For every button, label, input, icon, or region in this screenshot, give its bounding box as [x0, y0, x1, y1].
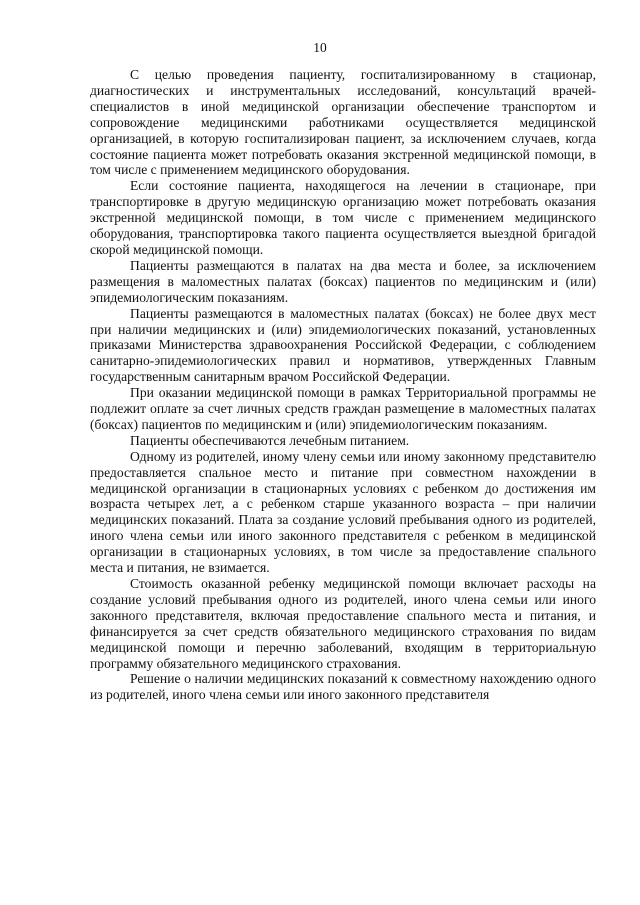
paragraph-1: С целью проведения пациенту, госпитализированному в стационар, диагностических и инструментальных исследований, консультаций врачей-специалистов в иной медицинской организации обеспечение транспортом и сопровождение медицинскими работниками осуществляется медицинской организацией, в которую госпитализирован пациент, за исключением случаев, когда состояние пациента может потребовать оказания экстренной медицинской помощи, в том числе с применением медицинского оборудования. [90, 67, 596, 178]
paragraph-2: Если состояние пациента, находящегося на лечении в стационаре, при транспортировке в другую медицинскую организацию может потребовать оказания экстренной медицинской помощи, в том числе с применением медицинского оборудования, транспортировка такого пациента осуществляется выездной бригадой скорой медицинской помощи. [90, 178, 596, 257]
paragraph-3: Пациенты размещаются в палатах на два места и более, за исключением размещения в маломестных палатах (боксах) пациентов по медицинским и (или) эпидемиологическим показаниям. [90, 257, 596, 305]
paragraph-6: Пациенты обеспечиваются лечебным питанием. [130, 432, 410, 448]
paragraph-5: При оказании медицинской помощи в рамках Территориальной программы не подлежит оплате за счет личных средств граждан размещение в маломестных палатах (боксах) пациентов по медицинским и (или) эпидемиологическим показаниям. [90, 385, 596, 432]
paragraph-7: Одному из родителей, иному члену семьи или иному законному представителю предоставляется спальное место и питание при совместном нахождении в медицинской организации в стационарных условиях с ребенком до достижения им возраста четырех лет, а с ребенком старше указанного возраста – при наличии медицинских показаний. Плата за создание условий пребывания одного из родителей, иного члена семьи или иного законного представителя с ребенком в медицинской организации в стационарных условиях, в том числе за предоставление спального места и питания, не взимается. [90, 448, 596, 576]
paragraph-8: Стоимость оказанной ребенку медицинской помощи включает расходы на создание условий пребывания одного из родителей, иного члена семьи или иного законного представителя, включая предоставление спального места и питания, и финансируется за счет средств обязательного медицинского страхования по видам медицинской помощи и перечню заболеваний, входящим в территориальную программу обязательного медицинского страхования. [90, 576, 596, 671]
document-body [90, 67, 596, 703]
paragraph-4: Пациенты размещаются в маломестных палатах (боксах) не более двух мест при наличии медицинских и (или) эпидемиологических показаний, установленных приказами Министерства здравоохранения Российской Федерации, с соблюдением санитарно-эпидемиологических правил и нормативов, утвержденных Главным государственным санитарным врачом Российской Федерации. [90, 305, 596, 385]
page-number: 10 [313, 40, 327, 55]
paragraph-9: Решение о наличии медицинских показаний к совместному нахождению одного из родителей, иного члена семьи или иного законного представителя [90, 671, 596, 703]
